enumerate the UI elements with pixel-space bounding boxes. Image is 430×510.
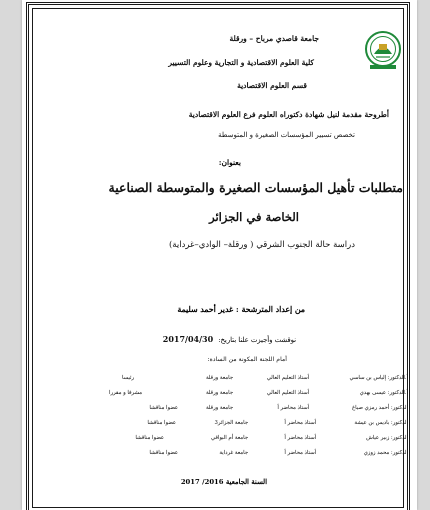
defense-label: نوقشت وأجيزت علنا بتاريخ: [218,336,296,344]
jury-member-university: جامعة الجزائر3 [214,420,248,426]
jury-row [70,405,408,414]
thesis-purpose: أطروحة مقدمة لنيل شهادة دكتوراه العلوم فرع العلوم الاقتصادية [188,110,389,119]
jury-member-university: جامعة ورقلة [205,375,233,381]
jury-member-university: جامعة ورقلة [205,390,233,396]
jury-row [70,450,408,459]
jury-row [70,420,408,429]
jury-row [70,390,408,399]
defense-line [120,327,296,346]
thesis-title-line2: الخاصة في الجزائر [209,210,299,224]
jury-member-rank: أستاذ محاضر أ [284,435,316,441]
academic-year: السنة الجامعية 2016/ 2017 [180,478,267,486]
jury-member-university: جامعة أم البواقي [210,435,248,441]
jury-member-rank: أستاذ التعليم العالي [266,375,309,381]
jury-row [70,375,408,384]
faculty-name: كلية العلوم الاقتصادية و التجارية وعلوم التسيير [168,58,314,67]
case-study: دراسة حالة الجنوب الشرقي ( ورقلة– الوادي–غرداية) [168,240,355,250]
jury-member-rank: أستاذ التعليم العالي [266,390,309,396]
university-seal-icon [364,30,402,70]
department-name: قسم العلوم الاقتصادية [237,81,307,90]
jury-row [70,435,408,444]
author-line: من إعداد المترشحة : غدير أحمد سليمة [177,305,305,314]
title-label: بعنوان: [218,158,241,167]
university-name: جامعة قاصدي مرباح – ورقلة [229,34,319,43]
page-border [26,2,410,510]
thesis-title-line1: متطلبات تأهيل المؤسسات الصغيرة والمتوسطة الصناعية [108,180,403,195]
jury-member-name: الدكتور: أحمد رمزي صياغ [351,405,408,411]
jury-member-rank: أستاذ محاضر أ [284,420,316,426]
jury-member-university: جامعة غرداية [219,450,248,456]
specialty: تخصص تسيير المؤسسات الصغيرة و المتوسطة [218,131,355,139]
jury-member-name: أ.الدكتور: إلياس بن ساسي [349,375,408,381]
jury-member-role: عضوا مناقشا [149,450,178,456]
jury-member-university: جامعة ورقلة [205,405,233,411]
jury-member-name: أ.الدكتور: عيسى بهدي [359,390,408,396]
jury-member-rank: أستاذ محاضر أ [277,405,309,411]
jury-member-role: عضوا مناقشا [147,420,176,426]
jury-member-role: مشرفا و مقررا [108,390,142,396]
document-page [22,0,417,510]
jury-member-role: عضوا مناقشا [135,435,164,441]
jury-member-name: الدكتور: زبير عياش [366,435,408,441]
jury-member-role: رئيسا [122,375,134,381]
jury-member-rank: أستاذ محاضر أ [284,450,316,456]
jury-member-name: الدكتور: محمد زوزي [363,450,408,456]
jury-member-name: الدكتور: باديس بن عيشة [354,420,408,426]
jury-member-role: عضوا مناقشا [149,405,178,411]
jury-heading: أمام اللجنة المكونة من السادة: [207,356,287,363]
defense-date: 2017/04/30 [162,334,214,344]
